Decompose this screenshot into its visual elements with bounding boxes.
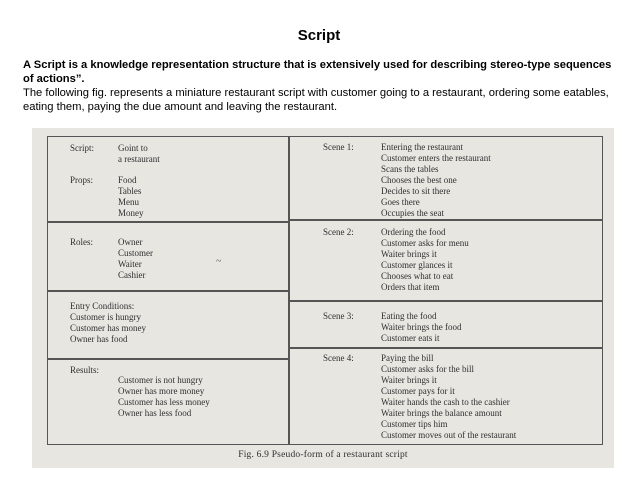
scene4-lines: Paying the bill Customer asks for the bill Waiter brings it Customer pays for it Waiter hands the cash to the cashier Waiter brings the balance amount Customer tips him Customer moves out of the restaurant bbox=[381, 353, 517, 440]
roles-list: Owner Customer Waiter Cashier bbox=[118, 237, 153, 280]
results-list: Customer is not hungry Owner has more money Customer has less money Owner has less food bbox=[118, 375, 210, 418]
entry-conditions: Entry Conditions: Customer is hungry Customer has money Owner has food bbox=[70, 301, 146, 344]
figure-caption: Fig. 6.9 Pseudo-form of a restaurant script bbox=[238, 450, 408, 460]
scene1-label: Scene 1: bbox=[323, 142, 354, 152]
results-label: Results: bbox=[70, 365, 100, 375]
props-list: Food Tables Menu Money bbox=[118, 175, 144, 218]
description-text: The following fig. represents a miniature restaurant script with customer going to a restaurant, ordering some eatables, eating them, paying the due amount and leaving the restaurant. bbox=[23, 87, 609, 113]
script-label: Script: bbox=[70, 143, 94, 153]
intro-text bbox=[23, 58, 619, 114]
right-divider-scene4 bbox=[288, 347, 602, 349]
scene2-lines: Ordering the food Customer asks for menu Waiter brings it Customer glances it Chooses what to eat Orders that item bbox=[381, 227, 469, 292]
left-divider-entry bbox=[47, 290, 290, 292]
left-divider-results bbox=[47, 358, 290, 360]
scene2-label: Scene 2: bbox=[323, 227, 354, 237]
script-figure bbox=[32, 128, 614, 468]
left-divider-roles bbox=[47, 221, 290, 223]
right-divider-scene3 bbox=[288, 300, 602, 302]
definition-text: A Script is a knowledge representation structure that is extensively used for describing stereo-type sequences of actions”. bbox=[23, 59, 612, 85]
scene3-lines: Eating the food Waiter brings the food Customer eats it bbox=[381, 311, 462, 343]
scene4-label: Scene 4: bbox=[323, 353, 354, 363]
script-value: Goint to a restaurant bbox=[118, 143, 160, 164]
scene3-label: Scene 3: bbox=[323, 311, 354, 321]
right-divider-scene2 bbox=[288, 219, 602, 221]
scan-mark: ~ bbox=[216, 256, 222, 267]
roles-label: Roles: bbox=[70, 237, 94, 247]
page-title: Script bbox=[297, 27, 341, 44]
props-label: Props: bbox=[70, 175, 94, 185]
scene1-lines: Entering the restaurant Customer enters the restaurant Scans the tables Chooses the best one Decides to sit there Goes there Occupies the seat bbox=[381, 142, 491, 218]
